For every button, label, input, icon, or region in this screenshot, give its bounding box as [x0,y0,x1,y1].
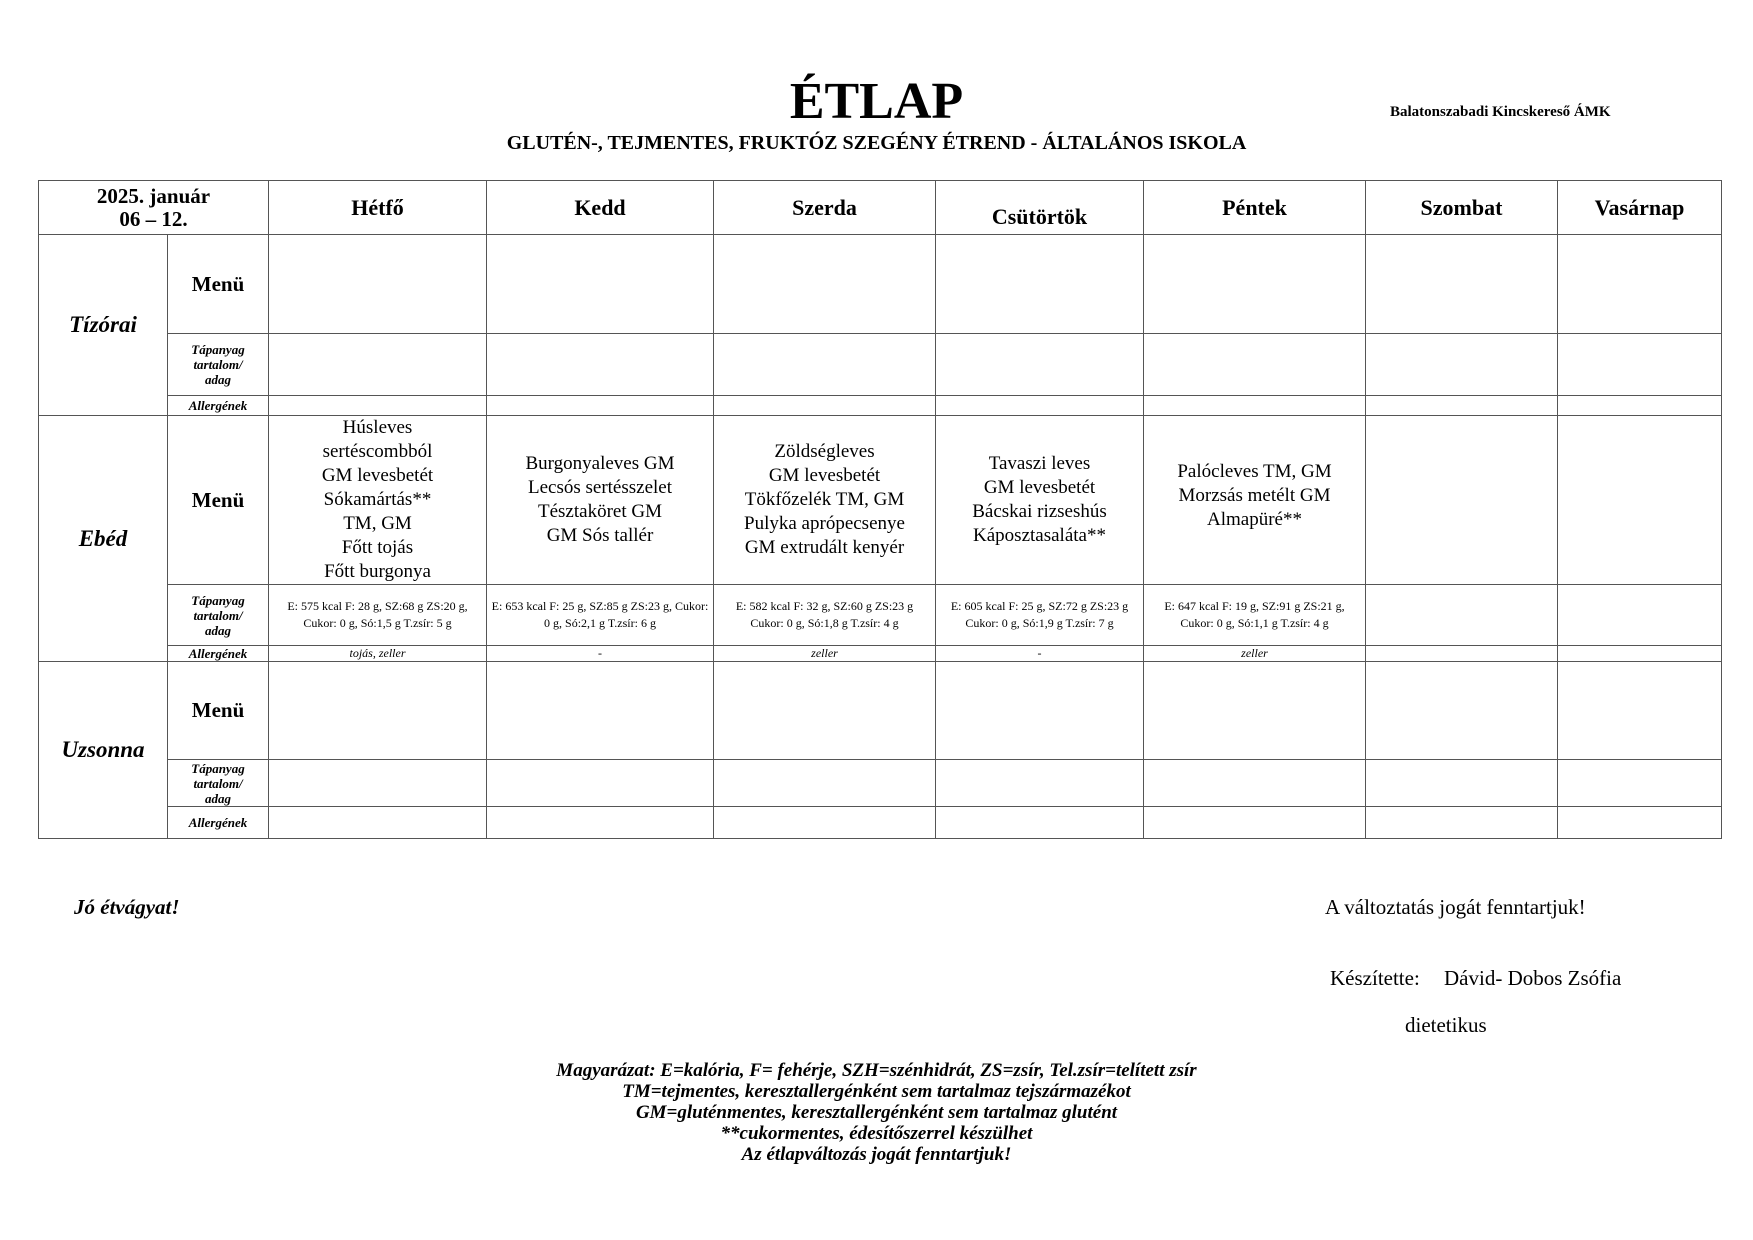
table-cell [269,235,487,334]
dish-line: Káposztasaláta** [973,525,1106,546]
legend-line: Magyarázat: E=kalória, F= fehérje, SZH=szénhidrát, ZS=zsír, Tel.zsír=telített zsír [556,1060,1197,1081]
disclaimer-text: A változtatás jogát fenntartjuk! [1325,895,1586,919]
dish-cell-saturday [1366,416,1558,585]
dish-cell-monday [269,416,487,585]
row-label-allergens: Allergének [168,396,269,416]
table-cell [714,235,936,334]
table-cell [936,235,1144,334]
table-cell [1558,334,1722,396]
table-cell [1366,235,1558,334]
table-cell [1144,760,1366,807]
table-cell [936,760,1144,807]
row-label-menu: Menü [168,235,269,334]
dish-line: Főtt tojás [341,537,414,558]
page-subtitle: GLUTÉN-, TEJMENTES, FRUKTÓZ SZEGÉNY ÉTREND - ÁLTALÁNOS ISKOLA [506,132,1247,154]
tizorai-menu-row [39,235,1722,334]
row-label-menu: Menü [168,662,269,760]
legend-line: TM=tejmentes, keresztallergénként sem tartalmaz tejszármazékot [622,1081,1131,1102]
nutrition-cell-wednesday: E: 582 kcal F: 32 g, SZ:60 g ZS:23 g Cukor: 0 g, Só:1,8 g T.zsír: 4 g [714,585,936,646]
meal-label-tizorai: Tízórai [39,235,168,416]
weekly-menu-table [38,180,1722,839]
table-cell [487,235,714,334]
table-cell [269,396,487,416]
dish-line: Palócleves TM, GM [1177,461,1332,482]
tizorai-allergen-row [39,396,1722,416]
table-cell [487,662,714,760]
dish-line: Sókamártás** [323,489,432,510]
day-header-wednesday: Szerda [714,181,936,235]
row-label-text: adag [205,790,231,806]
row-label-nutrition [168,585,269,646]
day-header-saturday: Szombat [1366,181,1558,235]
dish-line: Főtt burgonya [324,561,431,582]
table-cell [1558,396,1722,416]
allergen-cell-saturday [1366,646,1558,662]
nutrition-cell-friday: E: 647 kcal F: 19 g, SZ:91 g ZS:21 g, Cukor: 0 g, Só:1,1 g T.zsír: 4 g [1144,585,1366,646]
dish-line: Almapüré** [1207,509,1302,530]
nutrition-cell-sunday [1558,585,1722,646]
dish-line: Burgonyaleves GM [525,453,675,474]
dish-line: GM levesbetét [768,465,881,486]
nutrition-cell-thursday: E: 605 kcal F: 25 g, SZ:72 g ZS:23 g Cukor: 0 g, Só:1,9 g T.zsír: 7 g [936,585,1144,646]
dish-cell-wednesday [714,416,936,585]
greeting-text: Jó étvágyat! [74,895,180,919]
date-days: 06 – 12. [119,206,188,231]
dish-line: sertéscombból [322,441,433,462]
table-cell [1366,760,1558,807]
row-label-nutrition [168,334,269,396]
row-label-text: tartalom/ [193,607,243,623]
tizorai-nutrition-row [39,334,1722,396]
table-cell [1558,760,1722,807]
table-cell [936,662,1144,760]
uzsonna-nutrition-row [39,760,1722,807]
row-label-text: Tápanyag [191,760,245,776]
dish-cell-sunday [1558,416,1722,585]
table-cell [1366,662,1558,760]
day-header-sunday: Vasárnap [1558,181,1722,235]
row-label-text: adag [205,372,231,387]
dish-line: Zöldségleves [774,441,875,462]
nutrition-cell-monday: E: 575 kcal F: 28 g, SZ:68 g ZS:20 g, Cukor: 0 g, Só:1,5 g T.zsír: 5 g [269,585,487,646]
dish-line: Tökfőzelék TM, GM [744,489,905,510]
dish-line: Bácskai rizseshús [972,501,1107,522]
table-cell [936,807,1144,839]
table-cell [487,807,714,839]
table-cell [487,334,714,396]
allergen-cell-thursday: - [936,646,1144,662]
date-month: 2025. január [96,183,211,208]
table-cell [1558,662,1722,760]
uzsonna-allergen-row [39,807,1722,839]
table-cell [1366,334,1558,396]
dish-line: Tavaszi leves [988,453,1091,474]
dish-cell-thursday [936,416,1144,585]
ebed-allergen-row [39,646,1722,662]
table-cell [714,760,936,807]
table-cell [1144,396,1366,416]
author-name: Dávid- Dobos Zsófia [1444,966,1622,990]
institution-name: Balatonszabadi Kincskereső ÁMK [1390,104,1611,120]
legend-line: **cukormentes, édesítőszerrel készülhet [720,1123,1033,1144]
table-cell [269,662,487,760]
uzsonna-menu-row [39,662,1722,760]
table-cell [1558,807,1722,839]
table-cell [714,807,936,839]
dish-line: GM extrudált kenyér [744,537,905,558]
dish-line: TM, GM [343,513,412,534]
allergen-cell-sunday [1558,646,1722,662]
dish-line: Morzsás metélt GM [1178,485,1331,506]
dish-cell-friday [1144,416,1366,585]
meal-label-uzsonna: Uzsonna [39,662,168,839]
nutrition-cell-saturday [1366,585,1558,646]
author-role: dietetikus [1405,1013,1487,1037]
table-cell [269,334,487,396]
dish-line: GM Sós tallér [546,525,654,546]
table-cell [1558,235,1722,334]
day-header-monday: Hétfő [269,181,487,235]
table-cell [936,334,1144,396]
day-header-tuesday: Kedd [487,181,714,235]
table-cell [714,396,936,416]
legend-line: GM=gluténmentes, keresztallergénként sem tartalmaz glutént [635,1102,1118,1123]
row-label-text: tartalom/ [193,357,243,372]
table-cell [487,760,714,807]
meal-label-ebed: Ebéd [39,416,168,662]
row-label-text: Tápanyag [191,342,245,357]
allergen-cell-tuesday: - [487,646,714,662]
ebed-menu-row [39,416,1722,585]
dish-line: Tésztaköret GM [538,501,662,522]
author-label: Készítette: [1330,966,1420,990]
row-label-text: adag [205,622,231,638]
row-label-allergens: Allergének [168,807,269,839]
date-range-cell [39,181,269,235]
legend-block [0,1060,1753,1165]
page-title: ÉTLAP [789,73,964,130]
nutrition-cell-tuesday: E: 653 kcal F: 25 g, SZ:85 g ZS:23 g, Cukor: 0 g, Só:2,1 g T.zsír: 6 g [487,585,714,646]
ebed-nutrition-row [39,585,1722,646]
dish-cell-tuesday [487,416,714,585]
table-cell [1144,235,1366,334]
row-label-text: Tápanyag [191,592,245,608]
table-cell [269,760,487,807]
table-cell [1144,334,1366,396]
allergen-cell-wednesday: zeller [714,646,936,662]
table-cell [714,662,936,760]
table-cell [1366,396,1558,416]
allergen-cell-friday: zeller [1144,646,1366,662]
dish-line: GM levesbetét [321,465,434,486]
allergen-cell-monday: tojás, zeller [269,646,487,662]
table-cell [1366,807,1558,839]
day-header-thursday: Csütörtök [936,181,1144,235]
row-label-menu: Menü [168,416,269,585]
row-label-text: tartalom/ [193,775,243,791]
table-cell [1144,807,1366,839]
day-header-friday: Péntek [1144,181,1366,235]
table-cell [269,807,487,839]
row-label-nutrition [168,760,269,807]
table-cell [487,396,714,416]
dish-line: GM levesbetét [983,477,1096,498]
dish-line: Lecsós sertésszelet [527,477,673,498]
header-row [39,181,1722,235]
legend-line: Az étlapváltozás jogát fenntartjuk! [741,1144,1012,1165]
table-cell [1144,662,1366,760]
dish-line: Pulyka aprópecsenye [744,513,905,534]
row-label-allergens: Allergének [168,646,269,662]
table-cell [936,396,1144,416]
table-cell [714,334,936,396]
dish-line: Húsleves [342,417,413,438]
